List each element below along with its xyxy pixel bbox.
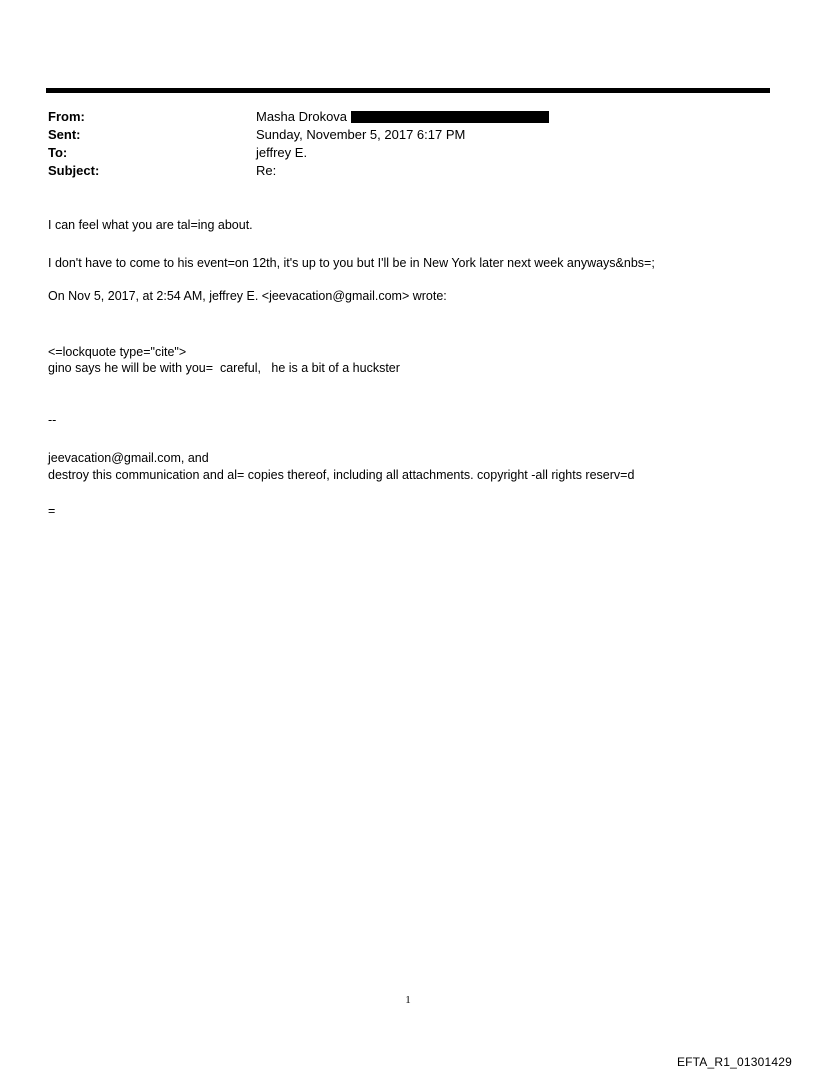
disclaimer-text: destroy this communication and al= copies thereof, including all attachments. copyright -all rights reserv=d bbox=[48, 468, 635, 482]
page-number: 1 bbox=[405, 994, 411, 1006]
from-row bbox=[48, 108, 748, 126]
from-value bbox=[256, 108, 549, 126]
from-label: From: bbox=[48, 109, 85, 124]
email-header bbox=[48, 108, 748, 180]
subject-label: Subject: bbox=[48, 163, 100, 178]
sent-value: Sunday, November 5, 2017 6:17 PM bbox=[256, 127, 466, 142]
to-value: jeffrey E. bbox=[256, 145, 308, 160]
sent-label: Sent: bbox=[48, 127, 81, 142]
body-line-2: I don't have to come to his event=on 12th, it's up to you but I'll be in New York later next week anyways&nbs=; bbox=[48, 256, 655, 270]
blockquote-tag: <=lockquote type="cite"> bbox=[48, 345, 187, 359]
subject-value: Re: bbox=[256, 163, 277, 178]
subject-row bbox=[48, 162, 748, 180]
header-divider bbox=[46, 88, 770, 93]
to-label: To: bbox=[48, 145, 68, 160]
from-name: Masha Drokova bbox=[256, 109, 348, 124]
quoted-message: gino says he will be with you= careful, he is a bit of a huckster bbox=[48, 361, 400, 375]
sent-row bbox=[48, 126, 748, 144]
redaction-box bbox=[351, 111, 549, 123]
bates-number: EFTA_R1_01301429 bbox=[676, 1055, 792, 1069]
trailing-marker: = bbox=[48, 504, 56, 518]
signature-separator: -- bbox=[48, 413, 57, 427]
to-row bbox=[48, 144, 748, 162]
quote-attribution: On Nov 5, 2017, at 2:54 AM, jeffrey E. <jeevacation@gmail.com> wrote: bbox=[48, 289, 447, 303]
body-line-1: I can feel what you are tal=ing about. bbox=[48, 218, 253, 232]
signature-email: jeevacation@gmail.com, and bbox=[48, 451, 209, 465]
